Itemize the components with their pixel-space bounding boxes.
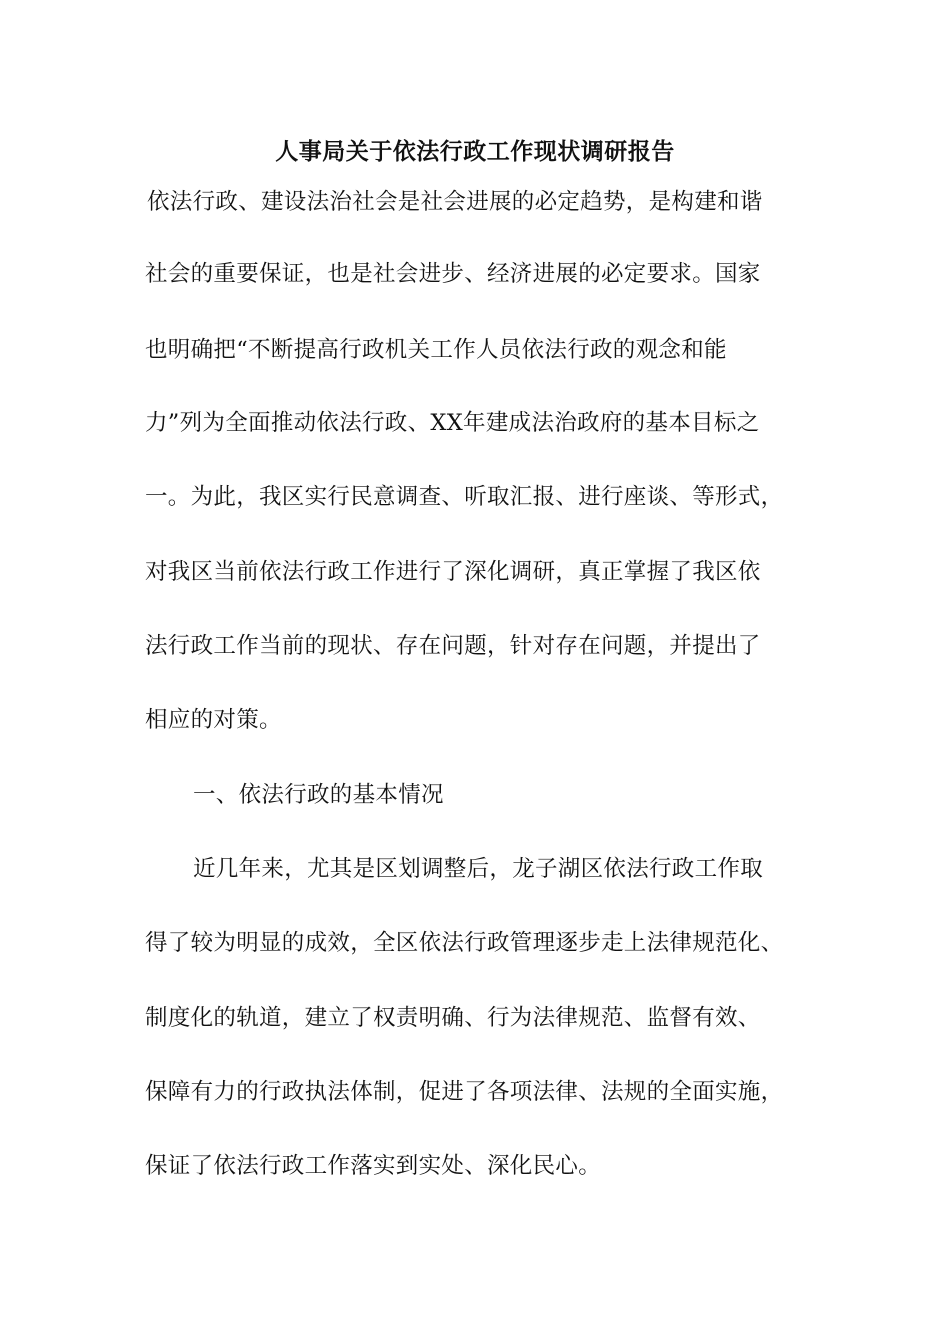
paragraph-line: 依法行政、建设法治社会是社会进展的必定趋势，是构建和谐 [147,189,763,215]
paragraph-line: 也明确把“不断提高行政机关工作人员依法行政的观念和能 [145,337,727,363]
paragraph-line: 力”列为全面推动依法行政、XX年建成法治政府的基本目标之 [145,410,760,436]
paragraph-line: 相应的对策。 [145,707,282,733]
paragraph-line: 一。为此，我区实行民意调查、听取汇报、进行座谈、等形式， [145,484,784,510]
section-heading: 一、依法行政的基本情况 [193,782,444,808]
document-title: 人事局关于依法行政工作现状调研报告 [275,138,675,165]
paragraph-line: 近几年来，尤其是区划调整后，龙子湖区依法行政工作取 [193,856,764,882]
paragraph-line: 社会的重要保证，也是社会进步、经济进展的必定要求。国家 [145,261,761,287]
paragraph-line: 对我区当前依法行政工作进行了深化调研，真正掌握了我区依 [145,559,761,585]
paragraph-line: 保证了依法行政工作落实到实处、深化民心。 [145,1153,602,1179]
paragraph-line: 得了较为明显的成效，全区依法行政管理逐步走上法律规范化、 [145,930,784,956]
paragraph-line: 法行政工作当前的现状、存在问题，针对存在问题，并提出了 [145,633,761,659]
paragraph-line: 保障有力的行政执法体制，促进了各项法律、法规的全面实施， [145,1079,784,1105]
paragraph-line: 制度化的轨道，建立了权责明确、行为法律规范、监督有效、 [145,1005,761,1031]
